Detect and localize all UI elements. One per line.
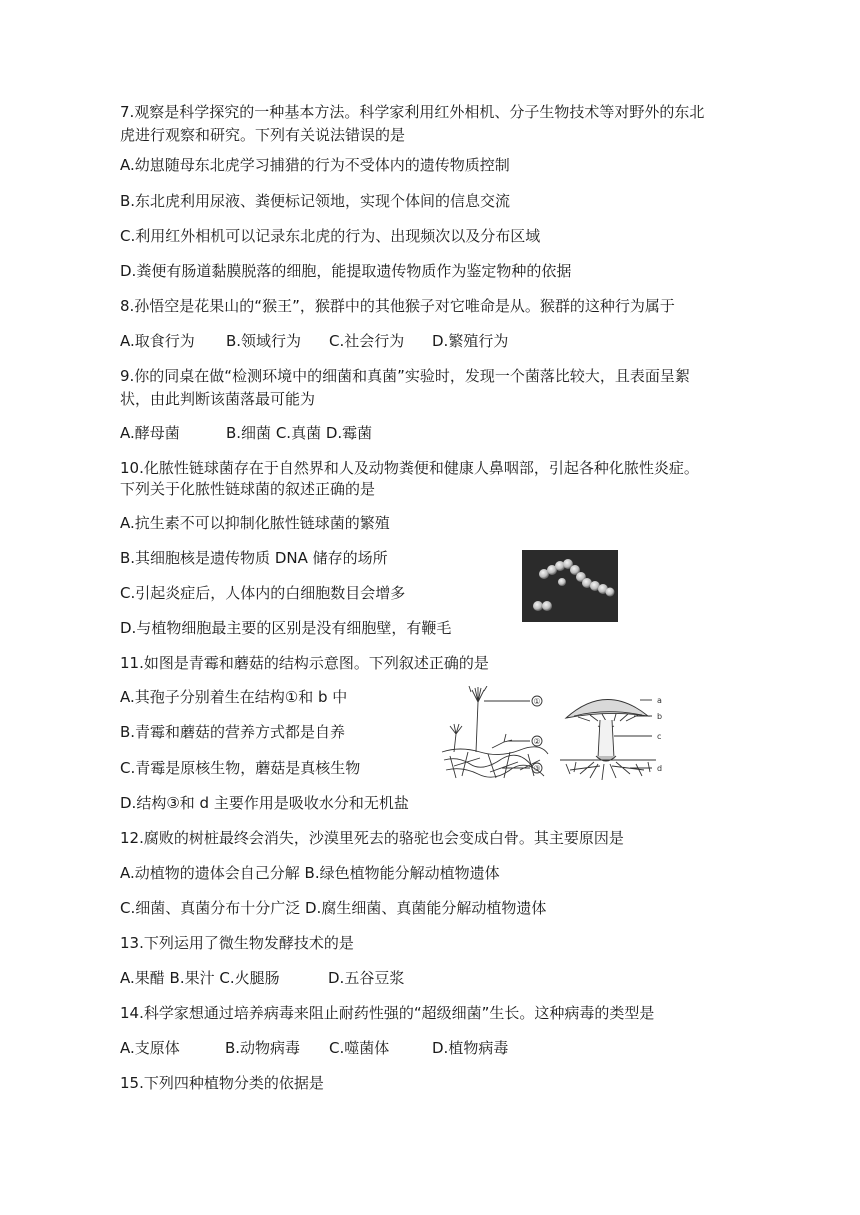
q9-option-a: A.酵母菌	[120, 424, 180, 442]
q10-option-c: C.引起炎症后，人体内的白细胞数目会增多	[120, 584, 406, 602]
penicillium-diagram	[440, 686, 550, 780]
q7-stem-line2: 虎进行观察和研究。下列有关说法错误的是	[120, 126, 406, 144]
q7-option-d: D.粪便有肠道黏膜脱落的细胞，能提取遗传物质作为鉴定物种的依据	[120, 262, 572, 280]
q11-option-a: A.其孢子分别着生在结构①和 b 中	[120, 688, 348, 706]
q14-option-c: C.噬菌体	[329, 1039, 390, 1057]
mushroom-diagram	[560, 688, 670, 780]
q7-option-a: A.幼崽随母东北虎学习捕猎的行为不受体内的遗传物质控制	[120, 156, 510, 174]
streptococcus-micrograph	[522, 550, 618, 622]
q15-stem: 15.下列四种植物分类的依据是	[120, 1074, 324, 1092]
label-c: c	[657, 732, 662, 741]
q8-option-a: A.取食行为	[120, 332, 195, 350]
q10-option-d: D.与植物细胞最主要的区别是没有细胞壁，有鞭毛	[120, 619, 452, 637]
q14-stem: 14.科学家想通过培养病毒来阻止耐药性强的“超级细菌”生长。这种病毒的类型是	[120, 1004, 655, 1022]
label-3: ③	[533, 764, 541, 773]
q10-stem-line2: 下列关于化脓性链球菌的叙述正确的是	[120, 480, 376, 498]
q14-option-a: A.支原体	[120, 1039, 180, 1057]
q7-option-b: B.东北虎利用尿液、粪便标记领地，实现个体间的信息交流	[120, 192, 511, 210]
label-a: a	[657, 696, 662, 705]
q8-option-c: C.社会行为	[329, 332, 405, 350]
q14-option-d: D.植物病毒	[432, 1039, 509, 1057]
label-1: ①	[533, 697, 541, 706]
q10-option-a: A.抗生素不可以抑制化脓性链球菌的繁殖	[120, 514, 390, 532]
label-d: d	[657, 764, 663, 773]
q12-options-cd: C.细菌、真菌分布十分广泛 D.腐生细菌、真菌能分解动植物遗体	[120, 899, 547, 917]
q11-stem: 11.如图是青霉和蘑菇的结构示意图。下列叙述正确的是	[120, 654, 489, 672]
label-b: b	[657, 712, 663, 721]
q13-option-d: D.五谷豆浆	[328, 969, 405, 987]
q14-option-b: B.动物病毒	[225, 1039, 301, 1057]
q7-stem-line1: 7.观察是科学探究的一种基本方法。科学家利用红外相机、分子生物技术等对野外的东北	[120, 103, 705, 121]
q12-stem: 12.腐败的树桩最终会消失，沙漠里死去的骆驼也会变成白骨。其主要原因是	[120, 829, 624, 847]
q11-option-c: C.青霉是原核生物，蘑菇是真核生物	[120, 759, 361, 777]
q8-option-d: D.繁殖行为	[432, 332, 509, 350]
q7-option-c: C.利用红外相机可以记录东北虎的行为、出现频次以及分布区域	[120, 227, 541, 245]
q12-options-ab: A.动植物的遗体会自己分解 B.绿色植物能分解动植物遗体	[120, 864, 500, 882]
q9-option-bcd: B.细菌 C.真菌 D.霉菌	[226, 424, 373, 442]
q13-stem: 13.下列运用了微生物发酵技术的是	[120, 934, 354, 952]
q10-stem-line1: 10.化脓性链球菌存在于自然界和人及动物粪便和健康人鼻咽部，引起各种化脓性炎症。	[120, 459, 699, 477]
q11-option-d: D.结构③和 d 主要作用是吸收水分和无机盐	[120, 794, 409, 812]
q9-stem-line1: 9.你的同桌在做“检测环境中的细菌和真菌”实验时，发现一个菌落比较大，且表面呈絮	[120, 367, 690, 385]
q10-option-b: B.其细胞核是遗传物质 DNA 储存的场所	[120, 549, 388, 567]
q8-option-b: B.领域行为	[226, 332, 302, 350]
q8-stem: 8.孙悟空是花果山的“猴王”，猴群中的其他猴子对它唯命是从。猴群的这种行为属于	[120, 297, 675, 315]
label-2: ②	[533, 737, 541, 746]
q13-options-abc: A.果醋 B.果汁 C.火腿肠	[120, 969, 280, 987]
q11-option-b: B.青霉和蘑菇的营养方式都是自养	[120, 723, 346, 741]
q9-stem-line2: 状，由此判断该菌落最可能为	[120, 390, 316, 408]
